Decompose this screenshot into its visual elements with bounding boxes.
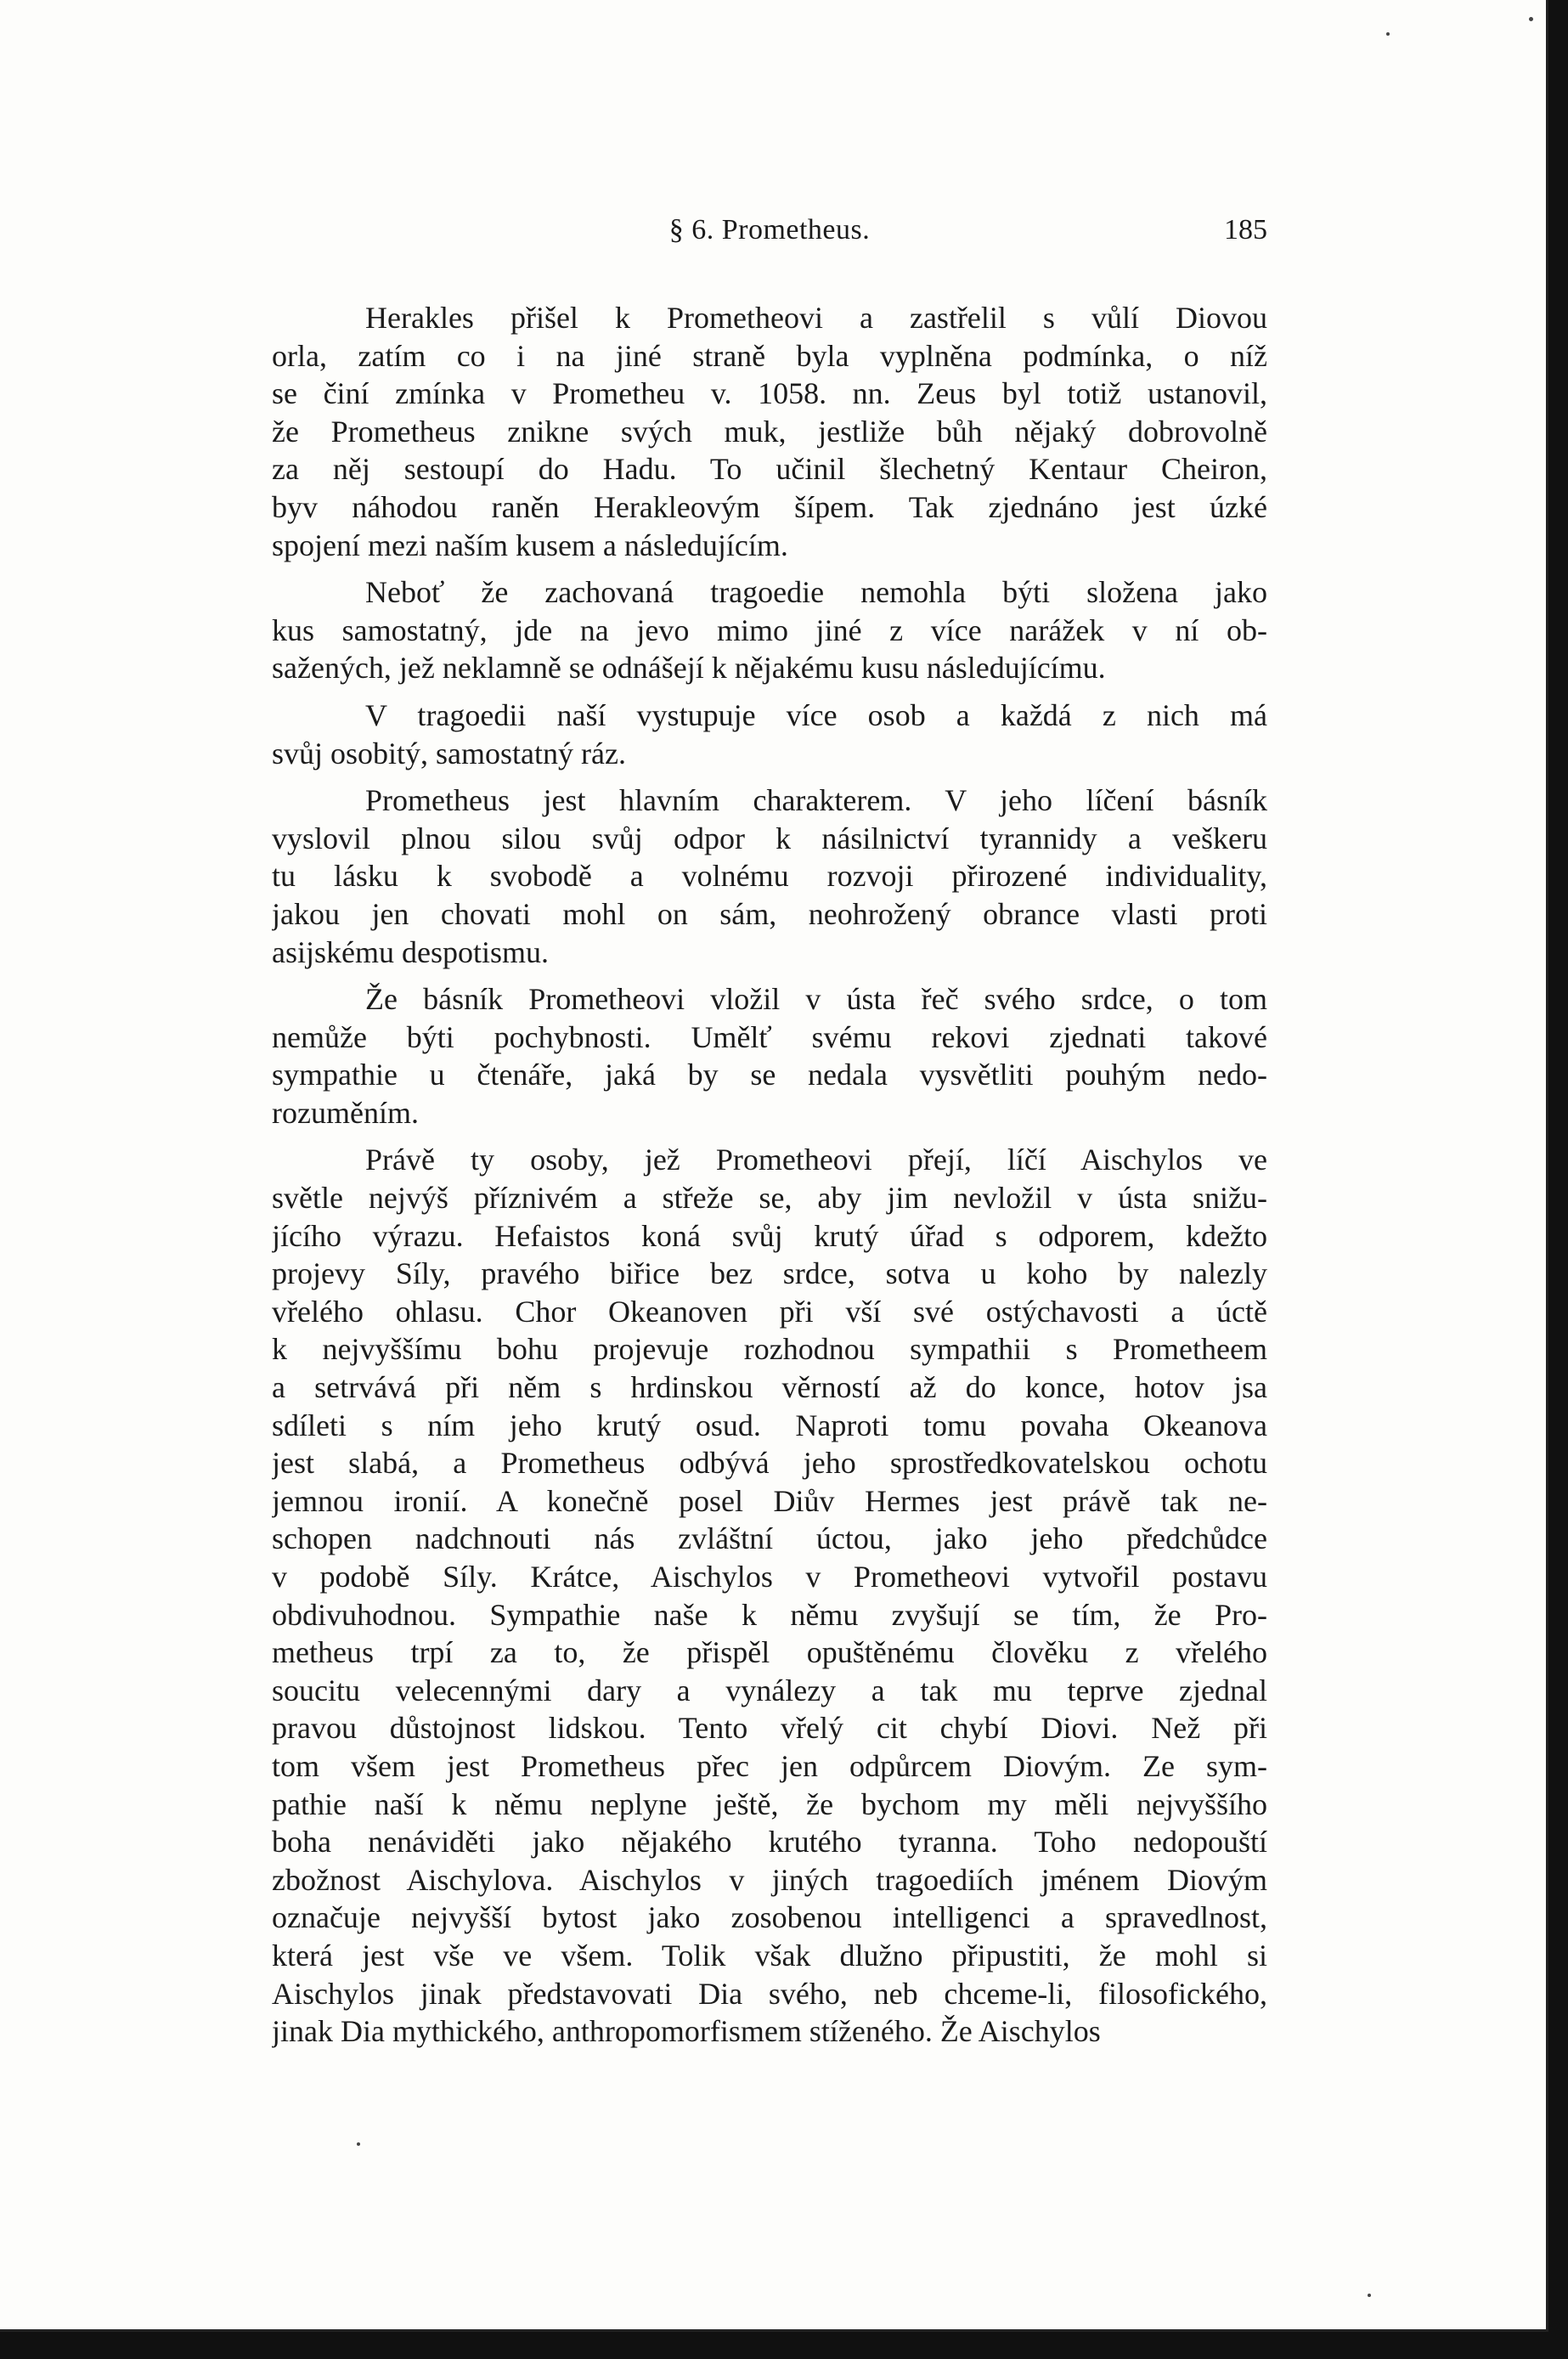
paragraph [272, 980, 1267, 1132]
text-line: v podobě Síly. Krátce, Aischylos v Prometheovi vytvořil postavu [272, 1560, 1267, 1594]
text-line: nemůže býti pochybnosti. Umělť svému rekovi zjednati takové [272, 1019, 1267, 1054]
scan-speck [1529, 17, 1533, 21]
text-line: svůj osobitý, samostatný ráz. [272, 736, 626, 770]
paragraph [272, 299, 1267, 564]
paragraph [272, 697, 1267, 772]
text-line: která jest vše ve všem. Tolik však dlužno připustiti, že mohl si [272, 1938, 1267, 1972]
text-line: V tragoedii naší vystupuje více osob a každá z nich má [365, 697, 1267, 732]
text-line: asijskému despotismu. [272, 934, 549, 969]
text-line: projevy Síly, pravého biřice bez srdce, sotva u koho by nalezly [272, 1256, 1267, 1291]
text-line: Aischylos jinak představovati Dia svého, neb chceme-li, filosofického, [272, 1976, 1267, 2011]
text-line: pathie naší k němu neplyne ještě, že bychom my měli nejvyššího [272, 1786, 1267, 1821]
text-line: Že básník Prometheovi vložil v ústa řeč svého srdce, o tom [365, 982, 1267, 1017]
text-line: že Prometheus znikne svých muk, jestliže bůh nějaký dobrovolně [272, 414, 1267, 449]
text-line: obdivuhodnou. Sympathie naše k němu zvyšují se tím, že Pro- [272, 1597, 1267, 1632]
text-line: označuje nejvyšší bytost jako zosobenou intelligenci a spravedlnost, [272, 1900, 1267, 1935]
text-line: a setrvává při něm s hrdinskou věrností až do konce, hotov jsa [272, 1370, 1267, 1405]
text-line: metheus trpí za to, že přispěl opuštěnému člověku z vřelého [272, 1635, 1267, 1670]
text-line: pravou důstojnost lidskou. Tento vřelý cit chybí Diovi. Než při [272, 1711, 1267, 1746]
text-line: tom všem jest Prometheus přec jen odpůrcem Diovým. Ze sym- [272, 1748, 1267, 1783]
page-header [272, 214, 1267, 262]
text-line: byv náhodou raněn Herakleovým šípem. Tak zjednáno jest úzké [272, 489, 1267, 524]
text-line: Právě ty osoby, jež Prometheovi přejí, líčí Aischylos ve [365, 1143, 1267, 1177]
text-line: vřelého ohlasu. Chor Okeanoven při vší své ostýchavosti a úctě [272, 1294, 1267, 1329]
text-line: sažených, jež neklamně se odnášejí k nějakému kusu následujícímu. [272, 651, 1106, 686]
paragraph [272, 573, 1267, 687]
running-title: § 6. Prometheus. [668, 214, 871, 245]
text-line: kus samostatný, jde na jevo mimo jiné z více narážek v ní ob- [272, 612, 1267, 647]
text-line: soucitu velecennými dary a vynálezy a tak mu teprve zjednal [272, 1673, 1267, 1707]
text-line: orla, zatím co i na jiné straně byla vyplněna podmínka, o níž [272, 338, 1267, 373]
text-line: se činí zmínka v Prometheu v. 1058. nn. Zeus byl totiž ustanovil, [272, 376, 1267, 411]
scan-speck [1368, 2294, 1371, 2297]
paragraph [272, 782, 1267, 971]
text-line: zbožnost Aischylova. Aischylos v jiných tragoediích jménem Diovým [272, 1862, 1267, 1897]
text-line: tu lásku k svobodě a volnému rozvoji přirozené individuality, [272, 859, 1267, 894]
paragraph [272, 1141, 1267, 2050]
body-text [272, 299, 1267, 2060]
text-line: jest slabá, a Prometheus odbývá jeho sprostředkovatelskou ochotu [272, 1446, 1267, 1481]
text-line: za něj sestoupí do Hadu. To učinil šlechetný Kentaur Cheiron, [272, 452, 1267, 487]
text-line: boha nenáviděti jako nějakého krutého tyranna. Toho nedopouští [272, 1825, 1267, 1860]
text-line: jakou jen chovati mohl on sám, neohrožený obrance vlasti proti [272, 896, 1267, 931]
text-line: sympathie u čtenáře, jaká by se nedala vysvětliti pouhým nedo- [272, 1058, 1267, 1092]
text-line: k nejvyššímu bohu projevuje rozhodnou sympathii s Prometheem [272, 1332, 1267, 1367]
text-line: Prometheus jest hlavním charakterem. V jeho líčení básník [365, 783, 1267, 818]
text-line: jinak Dia mythického, anthropomorfismem stíženého. Že Aischylos [272, 2014, 1101, 2049]
text-line: sdíleti s ním jeho krutý osud. Naproti tomu povaha Okeanova [272, 1408, 1267, 1442]
text-line: jemnou ironií. A konečně posel Diův Hermes jest právě tak ne- [272, 1483, 1267, 1518]
text-line: schopen nadchnouti nás zvláštní úctou, jako jeho předchůdce [272, 1521, 1267, 1556]
text-line: Neboť že zachovaná tragoedie nemohla býti složena jako [365, 575, 1267, 610]
page-number: 185 [1224, 214, 1267, 245]
text-line: spojení mezi naším kusem a následujícím. [272, 528, 788, 562]
text-line: jícího výrazu. Hefaistos koná svůj krutý úřad s odporem, kdežto [272, 1218, 1267, 1253]
text-line: rozuměním. [272, 1095, 419, 1130]
text-line: vyslovil plnou silou svůj odpor k násilnictví tyrannidy a veškeru [272, 821, 1267, 855]
text-line: Herakles přišel k Prometheovi a zastřelil s vůlí Diovou [365, 301, 1267, 335]
text-line: světle nejvýš příznivém a střeže se, aby jim nevložil v ústa snižu- [272, 1181, 1267, 1216]
scan-speck [357, 2142, 360, 2146]
scan-speck [1386, 32, 1390, 36]
